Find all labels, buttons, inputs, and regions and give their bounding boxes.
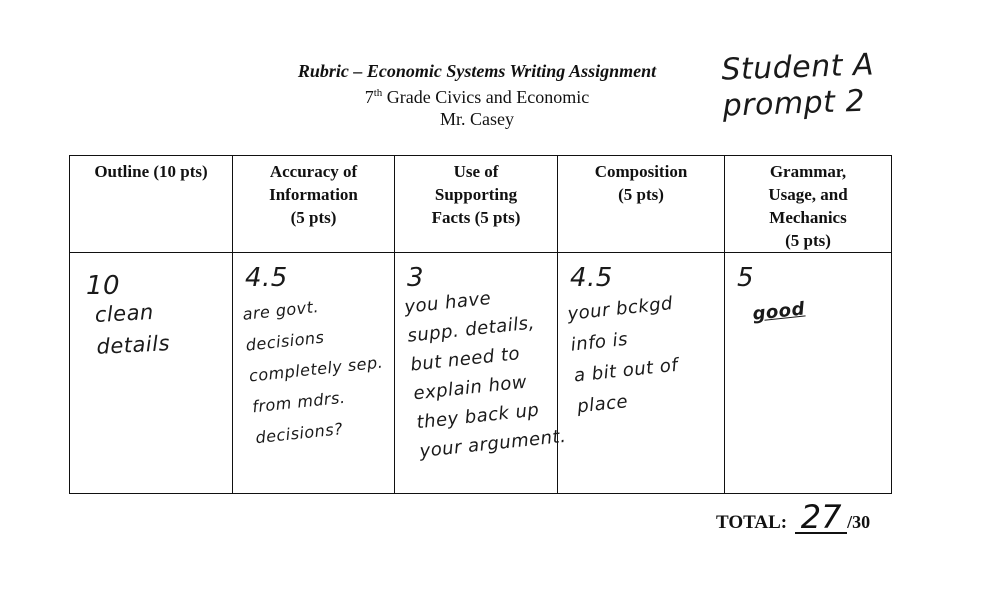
total-label: TOTAL: (716, 512, 788, 533)
column-header-supporting-facts: Use of Supporting Facts (5 pts) (395, 156, 558, 253)
comment-outline: clean details (94, 299, 171, 359)
column-header-composition: Composition (5 pts) (558, 156, 725, 253)
comment-grammar: good (751, 298, 806, 325)
comment-supporting-facts: you have supp. details, but need to explain how they back up your argument. (403, 287, 568, 463)
total-max: /30 (847, 512, 871, 532)
rubric-score-row (70, 253, 892, 494)
subtitle-text: Grade Civics and Economic (382, 87, 590, 107)
grade-suffix: th (373, 87, 383, 99)
score-grammar: 5 (737, 263, 755, 293)
rubric-header-row (70, 156, 892, 253)
comment-accuracy: are govt. decisions completely sep. from mdrs. decisions? (241, 296, 385, 448)
score-composition: 4.5 (570, 263, 613, 293)
cell-supporting-facts (395, 253, 568, 494)
total-score: 27 (795, 502, 847, 534)
grade-number: 7 (364, 87, 374, 107)
rubric-table (69, 155, 892, 494)
teacher-name: Mr. Casey (440, 109, 514, 129)
cell-outline (70, 253, 233, 494)
rubric-title: Rubric – Economic Systems Writing Assignment (297, 61, 657, 81)
student-note: Student A prompt 2 (720, 47, 875, 124)
score-accuracy: 4.5 (245, 263, 288, 293)
cell-composition (558, 253, 725, 494)
column-header-grammar: Grammar, Usage, and Mechanics (5 pts) (725, 156, 892, 253)
comment-composition: your bckgd info is a bit out of place (566, 292, 680, 418)
total-line (716, 498, 871, 536)
column-header-outline: Outline (10 pts) (70, 156, 233, 253)
cell-grammar (725, 253, 892, 494)
cell-accuracy (233, 253, 395, 494)
score-supporting-facts: 3 (407, 263, 425, 293)
column-header-accuracy: Accuracy of Information (5 pts) (233, 156, 395, 253)
score-outline: 10 (86, 271, 121, 301)
